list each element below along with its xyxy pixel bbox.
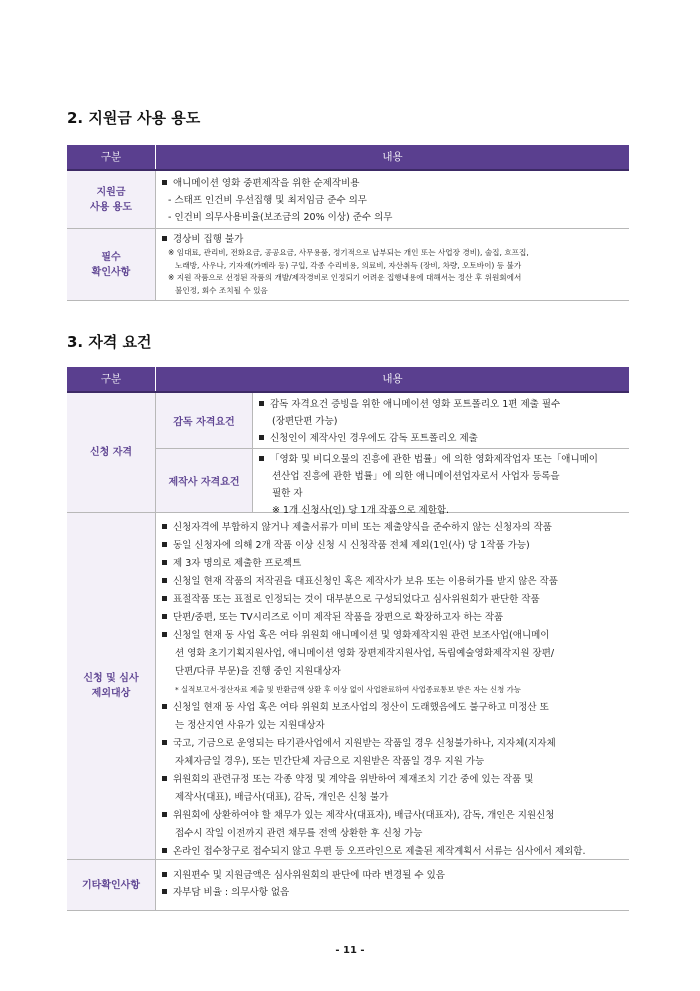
bullet-icon (162, 812, 167, 817)
bullet-icon (162, 542, 167, 547)
list-item-text: 신청인이 제작사인 경우에도 감독 포트폴리오 제출 (270, 433, 478, 444)
list-item: 는 정산지연 사유가 있는 지원대상자 (175, 720, 325, 731)
list-item-text: 자부담 비율 : 의무사항 없음 (173, 887, 290, 898)
section-title: 3. 자격 요건 (67, 333, 152, 351)
list-item-text: 신청일 현재 작품의 저작권을 대표신청인 혹은 제작사가 보유 또는 이용허가를 받지 않은 작품 (173, 576, 558, 587)
list-item: 션산업 진흥에 관한 법률」에 의한 애니메이션업자로서 사업자 등록을 (272, 471, 560, 482)
row-label-line: 필수 (101, 251, 121, 263)
list-item: 접수시 작일 이전까지 관련 채무를 전액 상환한 후 신청 가능 (175, 828, 423, 839)
list-item (162, 519, 623, 537)
bullet-icon (259, 435, 264, 440)
row-label (67, 229, 156, 300)
producer-content (259, 451, 623, 519)
list-item (162, 867, 623, 884)
bullet-icon (162, 740, 167, 745)
row-content (162, 175, 623, 226)
section-title: 2. 지원금 사용 용도 (67, 109, 201, 127)
bullet-icon (162, 614, 167, 619)
table-row (67, 860, 629, 911)
list-item-text: 경상비 집행 불가 (173, 234, 244, 245)
list-item-text: 국고, 기금으로 운영되는 타기관사업에서 지원받는 작품일 경우 신청불가하나, 지자체(지자체 (173, 738, 556, 749)
list-item-text: 신청일 현재 동 사업 혹은 여타 위원회 애니메이션 및 영화제작지원 관련 보조사업(애니메이 (173, 630, 550, 641)
list-item-text: 단편/중편, 또는 TV시리즈로 이미 제작된 작품을 장편으로 확장하고자 하는 작품 (173, 612, 504, 623)
row-content (162, 867, 623, 901)
list-item-text: 감독 자격요건 증빙을 위한 애니메이션 영화 포트폴리오 1편 제출 필수 (270, 399, 561, 410)
list-item (259, 396, 623, 413)
header-content: 내용 (382, 151, 403, 163)
list-item: 션 영화 초기기획지원사업, 애니메이션 영화 장편제작지원사업, 독립예술영화제작지원 장편/ (175, 648, 555, 659)
table-header (67, 145, 629, 171)
header-content: 내용 (382, 373, 403, 385)
bullet-icon (162, 704, 167, 709)
row-label: 신청 자격 (67, 393, 156, 512)
list-item-text: 온라인 접수창구로 접수되지 않고 우편 등 오프라인으로 제출된 제작계획서 서류는 심사에서 제외함. (173, 846, 586, 857)
list-item (259, 451, 623, 468)
note-line: 노래방, 사우나, 기자재(카메라 등) 구입, 각종 수리비용, 의료비, 자산취득 (장비, 차량, 오토바이) 등 불가 (175, 260, 522, 270)
list-item: - 인건비 의무사용비율(보조금의 20% 이상) 준수 의무 (168, 212, 393, 223)
list-item-text: 신청일 현재 동 사업 혹은 여타 위원회 보조사업의 정산이 도래했음에도 불구하고 미정산 또 (173, 702, 549, 713)
row-label-line: 제외대상 (91, 688, 131, 699)
list-item (162, 627, 623, 645)
row-label (67, 171, 156, 228)
bullet-icon (162, 776, 167, 781)
list-item: 단편/다큐 부문)을 진행 중인 지원대상자 (175, 666, 341, 677)
list-item (162, 771, 623, 789)
list-item-text: 위원회의 관련규정 또는 각종 약정 및 계약을 위반하여 제재조치 기간 중에 있는 작품 및 (173, 774, 534, 785)
bullet-icon (162, 872, 167, 877)
list-item (162, 591, 623, 609)
row-label-line: 사용 용도 (89, 201, 133, 213)
row-label-line: 지원금 (96, 186, 126, 198)
list-item-text: 위원회에 상환하여야 할 채무가 있는 제작사(대표자), 배급사(대표자), 감독, 개인은 지원신청 (173, 810, 555, 821)
table-row (67, 229, 629, 301)
bullet-icon (162, 560, 167, 565)
table-header (67, 367, 629, 393)
list-item-text: 제 3자 명의로 제출한 프로젝트 (173, 558, 302, 569)
note-line: ※ 지원 작품으로 선정된 작품의 개발/제작경비로 인정되기 어려운 집행내용에 대해서는 정산 후 위원회에서 (168, 273, 522, 282)
list-item: 필한 자 (272, 488, 303, 499)
eligibility-table (67, 367, 629, 911)
list-item-text: 애니메이션 영화 중편제작을 위한 순제작비용 (173, 178, 360, 189)
divider (252, 448, 629, 449)
director-content (259, 396, 623, 447)
row-content (162, 232, 623, 297)
sub-label-director: 감독 자격요건 (156, 393, 253, 449)
bullet-icon (162, 596, 167, 601)
sub-label-producer: 제작사 자격요건 (156, 449, 253, 512)
list-item (162, 609, 623, 627)
list-item: 자체자금일 경우), 또는 민간단체 자금으로 지원받은 작품일 경우 지원 가능 (175, 756, 485, 767)
list-item (162, 537, 623, 555)
header-category: 구분 (100, 373, 122, 385)
list-item (162, 884, 623, 901)
list-item (162, 843, 623, 861)
list-item (259, 430, 623, 447)
list-item (162, 232, 623, 247)
bullet-icon (259, 401, 264, 406)
note-line: ※ 1개 신청사(인) 당 1개 작품으로 제한함. (272, 505, 450, 516)
note-line: 불인정, 회수 조치될 수 있음 (175, 285, 268, 295)
bullet-icon (162, 632, 167, 637)
bullet-icon (162, 180, 167, 185)
row-label (67, 513, 156, 859)
bullet-icon (162, 578, 167, 583)
list-item (162, 573, 623, 591)
bullet-icon (162, 236, 167, 241)
note-line: * 실적보고서·정산자료 제출 및 반환금액 상환 후 이상 없이 사업완료하여 사업종료통보 받은 자는 신청 가능 (175, 685, 521, 694)
list-item (162, 175, 623, 192)
usage-table (67, 145, 629, 301)
list-item-text: 표절작품 또는 표절로 인정되는 것이 대부분으로 구성되었다고 심사위원회가 판단한 작품 (173, 594, 540, 605)
row-label: 기타확인사항 (67, 860, 156, 910)
row-label-line: 신청 및 심사 (83, 673, 139, 684)
bullet-icon (259, 456, 264, 461)
bullet-icon (162, 848, 167, 853)
table-row (67, 171, 629, 229)
list-item (162, 735, 623, 753)
bullet-icon (162, 524, 167, 529)
list-item-text: 「영화 및 비디오물의 진흥에 관한 법률」에 의한 영화제작업자 또는「애니메이 (270, 454, 598, 465)
list-item: 제작사(대표), 배급사(대표), 감독, 개인은 신청 불가 (175, 792, 389, 803)
header-category: 구분 (100, 151, 122, 163)
row-content (162, 519, 623, 861)
table-row (67, 393, 629, 516)
list-item (162, 699, 623, 717)
note-line: ※ 임대료, 관리비, 전화요금, 공공요금, 사무용품, 정기적으로 납부되는 개인 또는 사업장 경비), 술집, 흐프집, (168, 248, 529, 257)
page-number: - 11 - (335, 945, 365, 956)
table-row (67, 513, 629, 860)
list-item (162, 807, 623, 825)
list-item-text: 지원편수 및 지원금액은 심사위원회의 판단에 따라 변경될 수 있음 (173, 870, 445, 881)
list-item: (장편단편 가능) (272, 416, 338, 427)
list-item-text: 신청자격에 부합하지 않거나 제출서류가 미비 또는 제출양식을 준수하지 않는 신청자의 작품 (173, 522, 552, 533)
row-label-line: 확인사항 (91, 266, 131, 278)
list-item: - 스태프 인건비 우선집행 및 최저임금 준수 의무 (168, 195, 367, 206)
bullet-icon (162, 889, 167, 894)
list-item (162, 555, 623, 573)
list-item-text: 동일 신청자에 의해 2개 작품 이상 신청 시 신청작품 전체 제외(1인(사) 당 1작품 가능) (173, 540, 530, 551)
